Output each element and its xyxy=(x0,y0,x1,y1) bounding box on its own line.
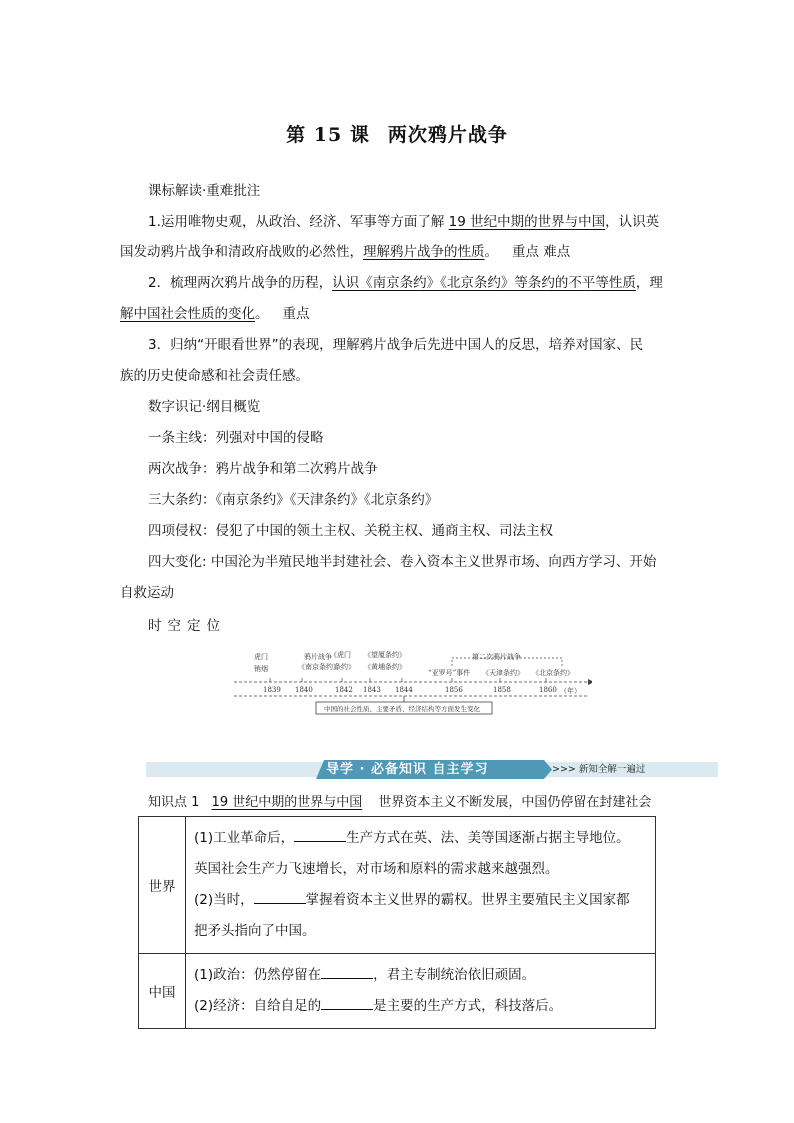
fill-blank[interactable] xyxy=(321,995,373,1010)
fill-blank[interactable] xyxy=(254,889,306,904)
banner-title: 导学 · 必备知识 自主学习 xyxy=(326,762,489,777)
timeline-event: 条约》 xyxy=(334,663,355,671)
timeline-event: 虎门 xyxy=(254,653,268,661)
timeline-event: 销烟 xyxy=(254,665,268,673)
timeline-event: “亚罗号”事件 xyxy=(428,669,471,677)
row-header-china: 中国 xyxy=(139,954,186,1029)
key-point-mark: 重点 难点 xyxy=(512,244,571,260)
underlined-phrase: 认识《南京条约》《北京条约》等条约的不平等性质 xyxy=(332,275,636,291)
timeline-year: 1840 xyxy=(295,686,313,694)
outline-line-4: 四项侵权：侵犯了中国的领土主权、关税主权、通商主权、司法主权 xyxy=(148,523,553,539)
row-content-china: (1)政治：仍然停留在 ，君主专制统治依旧顽固。 (2)经济：自给自足的 是主要的生产方式，科技落后。 xyxy=(186,954,656,1029)
standards-p2-line1: 2．梳理两次鸦片战争的历程，认识《南京条约》《北京条约》等条约的不平等性质，理 xyxy=(148,275,663,291)
outline-line-5a: 四大变化: 中国沦为半殖民地半封建社会、卷入资本主义世界市场、向西方学习、开始 xyxy=(148,554,657,570)
timeline-event: 《南京条约》 xyxy=(298,663,340,671)
timeline-event: 《望厦条约》 xyxy=(364,651,406,659)
knowledge-table xyxy=(138,816,656,1029)
knowledge-point-line xyxy=(148,794,651,812)
knowledge-point-topic: 19 世纪中期的世界与中国 xyxy=(211,795,363,810)
timeline-year: 1844 xyxy=(395,686,413,694)
outline-line-2: 两次战争：鸦片战争和第二次鸦片战争 xyxy=(148,461,378,477)
lesson-number: 第 15 课 xyxy=(286,124,370,146)
outline-line-5b: 自救运动 xyxy=(120,585,174,601)
timeline-year: 1858 xyxy=(493,686,511,694)
timeline-year: 1856 xyxy=(445,686,463,694)
outline-line-3: 三大条约：《南京条约》《天津条约》《北京条约》 xyxy=(148,492,439,508)
fill-blank[interactable] xyxy=(321,964,373,979)
knowledge-point-label: 知识点 1 xyxy=(148,795,200,810)
timeline-note: 中国的社会性质、主要矛盾、经济结构等方面发生变化 xyxy=(324,705,480,713)
row-header-world: 世界 xyxy=(139,817,186,954)
timeline-event: 《北京条约》 xyxy=(532,669,574,677)
standards-p1-line1: 1.运用唯物史观，从政治、经济、军事等方面了解 19 世纪中期的世界与中国，认识英 xyxy=(148,214,660,230)
timeline-year-unit: （年） xyxy=(560,687,581,695)
timeline-event: 《天津条约》 xyxy=(482,669,524,677)
knowledge-point-summary: 世界资本主义不断发展，中国仍停留在封建社会 xyxy=(378,795,652,810)
standards-p1-line2: 国发动鸦片战争和清政府战败的必然性，理解鸦片战争的性质。 重点 难点 xyxy=(120,244,571,260)
standards-p3-line1: 3．归纳“开眼看世界”的表现，理解鸦片战争后先进中国人的反思，培养对国家、民 xyxy=(148,337,644,353)
section-banner xyxy=(146,762,718,777)
row-content-world: (1)工业革命后， 生产方式在英、法、美等国逐渐占据主导地位。 英国社会生产力飞速增长，对市场和原料的需求越来越强烈。 (2)当时， 掌握着资本主义世界的霸权。世界主要殖民主义国家都 把矛头指向了中国。 xyxy=(186,817,656,954)
timeline-year: 1860 xyxy=(539,686,557,694)
underlined-phrase: 理解鸦片战争的性质 xyxy=(363,244,485,260)
table-row xyxy=(139,954,656,1029)
history-timeline xyxy=(232,644,592,720)
underlined-phrase: 19 世纪中期的世界与中国 xyxy=(448,214,606,230)
timeline-event: 《黄埔条约》 xyxy=(364,663,406,671)
standards-p3-line2: 族的历史使命感和社会责任感。 xyxy=(120,368,309,384)
timespace-heading: 时空定位 xyxy=(148,618,226,634)
outline-heading: 数字识记·纲目概览 xyxy=(148,399,261,415)
underlined-phrase: 解中国社会性质的变化 xyxy=(120,306,255,322)
timeline-year: 1843 xyxy=(363,686,381,694)
timeline-year: 1842 xyxy=(335,686,353,694)
timeline-event: 第二次鸦片战争 xyxy=(472,653,521,661)
table-row xyxy=(139,817,656,954)
standards-heading: 课标解读·重难批注 xyxy=(148,183,261,199)
outline-line-1: 一条主线：列强对中国的侵略 xyxy=(148,430,324,446)
standards-p2-line2: 解中国社会性质的变化。 重点 xyxy=(120,306,310,322)
timeline-event: 《虎门 xyxy=(330,651,351,659)
banner-subtitle: >>> 新知全解一遍过 xyxy=(552,764,646,775)
key-point-mark: 重点 xyxy=(282,306,310,322)
fill-blank[interactable] xyxy=(294,827,346,842)
page-title xyxy=(0,120,794,147)
timeline-event: 鸦片战争 xyxy=(304,653,332,661)
lesson-name: 两次鸦片战争 xyxy=(387,124,508,146)
timeline-year: 1839 xyxy=(263,686,281,694)
